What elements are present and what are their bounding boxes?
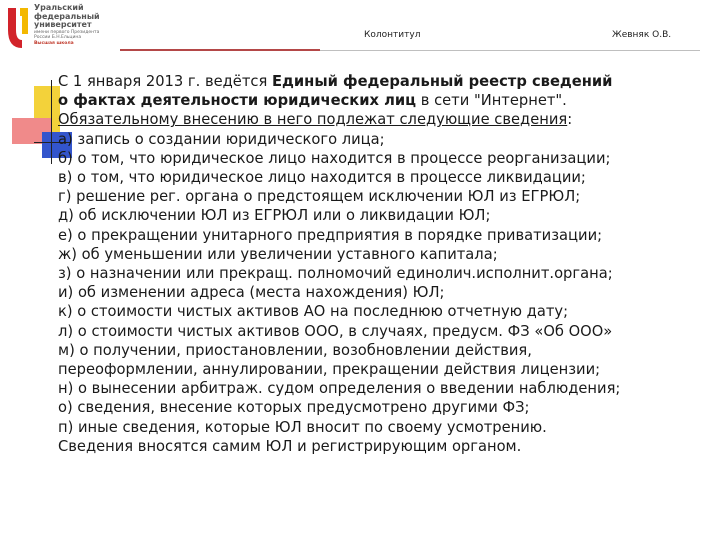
intro-text: С 1 января 2013 г. ведётся bbox=[58, 73, 272, 90]
list-item: г) решение рег. органа о предстоящем исключении ЮЛ из ЕГРЮЛ; bbox=[58, 188, 581, 206]
list-item: д) об исключении ЮЛ из ЕГРЮЛ или о ликвидации ЮЛ; bbox=[58, 207, 491, 225]
list-item: з) о назначении или прекращ. полномочий единолич.исполнит.органа; bbox=[58, 265, 613, 283]
intro-line-1 bbox=[58, 72, 708, 91]
list-item: и) об изменении адреса (места нахождения) ЮЛ; bbox=[58, 284, 445, 302]
slide-body bbox=[58, 72, 708, 456]
list-item: п) иные сведения, которые ЮЛ вносит по своему усмотрению. bbox=[58, 418, 547, 436]
list-item: к) о стоимости чистых активов АО на последнюю отчетную дату; bbox=[58, 303, 569, 321]
list-item: е) о прекращении унитарного предприятия в порядке приватизации; bbox=[58, 226, 603, 244]
logo-text bbox=[34, 4, 134, 46]
header-divider-accent bbox=[120, 49, 320, 51]
mandatory-info-heading: Обязательному внесению в него подлежат следующие сведения bbox=[58, 111, 568, 129]
university-emblem-icon bbox=[6, 4, 32, 52]
registry-name: Единый федеральный реестр сведений bbox=[271, 73, 613, 90]
intro-line-3 bbox=[58, 110, 708, 129]
intro-text-cont: в сети "Интернет". bbox=[416, 92, 567, 110]
logo-subtitle: России Б.Н.Ельцина bbox=[34, 34, 82, 40]
list-item: в) о том, что юридическое лицо находится в процессе ликвидации; bbox=[58, 169, 586, 187]
university-logo bbox=[6, 4, 136, 64]
logo-line: университет bbox=[34, 20, 92, 29]
list-item: м) о получении, приостановлении, возобновлении действия, bbox=[58, 341, 532, 359]
list-item: ж) об уменьшении или увеличении уставного капитала; bbox=[58, 245, 498, 263]
list-item: н) о вынесении арбитраж. судом определения о введении наблюдения; bbox=[58, 380, 621, 398]
list-item: о) сведения, внесение которых предусмотрено другими ФЗ; bbox=[58, 399, 530, 417]
logo-line: Уральский bbox=[34, 3, 84, 12]
header-author: Жевняк О.В. bbox=[612, 30, 672, 40]
closing-statement: Сведения вносятся самим ЮЛ и регистрирующим органом. bbox=[58, 437, 522, 455]
list-item: б) о том, что юридическое лицо находится в процессе реорганизации; bbox=[58, 149, 611, 167]
list-item: а) запись о создании юридического лица; bbox=[58, 130, 385, 148]
colon: : bbox=[567, 111, 573, 129]
registry-name-cont: о фактах деятельности юридических лиц bbox=[58, 92, 417, 110]
intro-line-2 bbox=[58, 91, 708, 110]
list-item: л) о стоимости чистых активов ООО, в случаях, предусм. ФЗ «Об ООО» bbox=[58, 322, 613, 340]
header-title: Колонтитул bbox=[364, 30, 421, 40]
logo-red-label: Высшая школа bbox=[34, 40, 74, 46]
logo-subtitle: имени первого Президента bbox=[34, 29, 100, 35]
decor-vertical-line bbox=[51, 80, 52, 164]
list-item: переоформлении, аннулировании, прекращении действия лицензии; bbox=[58, 361, 601, 379]
logo-line: федеральный bbox=[34, 11, 100, 21]
